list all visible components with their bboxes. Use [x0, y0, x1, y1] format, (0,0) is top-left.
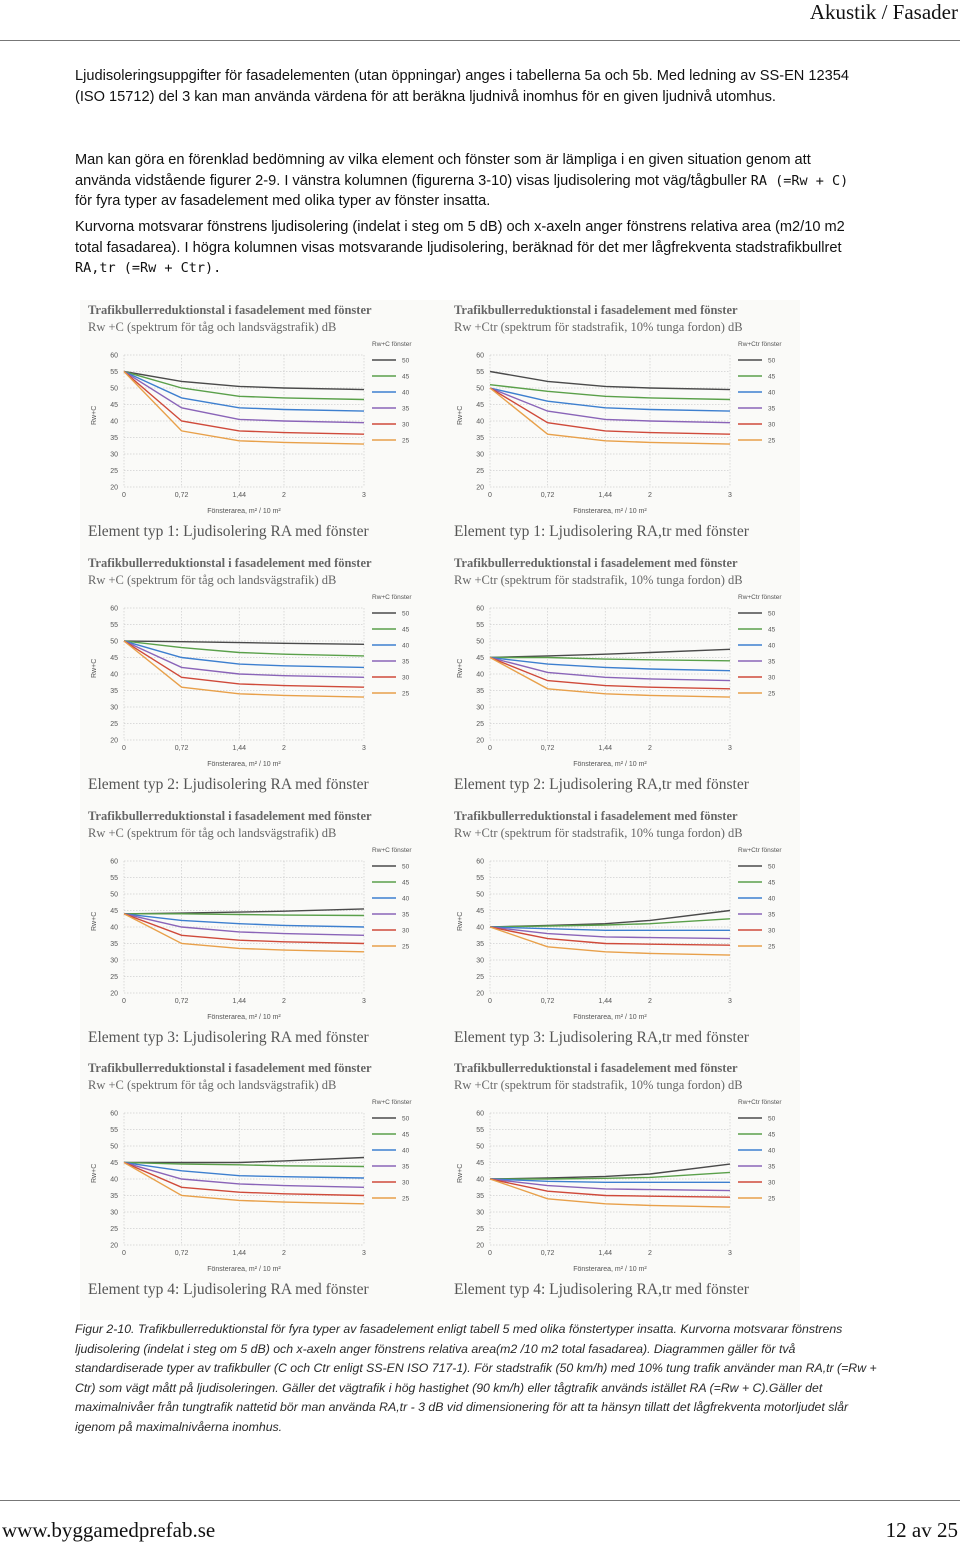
y-tick-label: 40	[476, 1176, 484, 1184]
p2-text-b: för fyra typer av fasadelement med olika typer av fönster insatta.	[75, 193, 491, 209]
chart-title-line2: Rw +Ctr (spektrum för stadstrafik, 10% tunga fordon) dB	[454, 320, 743, 334]
x-axis-label: Fönsterarea, m² / 10 m²	[573, 1266, 647, 1273]
legend-label: 35	[768, 658, 776, 666]
legend-label: 30	[768, 1179, 776, 1187]
p2-text-a: Man kan göra en förenklad bedömning av vilka element och fönster som är lämpliga i en given situation genom att använda vidstående figurer 2-9. I vänstra kolumnen (figurerna 3-10) visas ljudisolering mot väg/tågbuller	[75, 152, 811, 189]
x-tick-label: 0	[122, 492, 126, 499]
chart-title-line1: Trafikbullerreduktionstal i fasadelement med fönster	[88, 556, 372, 570]
y-tick-label: 55	[110, 1127, 118, 1134]
y-tick-label: 20	[476, 737, 484, 745]
y-tick-label: 60	[110, 858, 118, 866]
x-tick-label: 2	[282, 492, 286, 499]
y-tick-label: 40	[110, 924, 118, 932]
element-title: Element typ 1: Ljudisolering RA med fönster	[88, 523, 369, 540]
legend-label: 35	[768, 1163, 776, 1171]
y-tick-label: 20	[476, 484, 484, 492]
legend-label: 30	[402, 1179, 410, 1187]
x-tick-label: 3	[728, 745, 732, 752]
legend-label: 50	[402, 610, 410, 618]
series-line-25	[124, 914, 364, 952]
legend-title: Rw+Ctr fönster	[738, 341, 782, 348]
chart-title-line1: Trafikbullerreduktionstal i fasadelement med fönster	[88, 809, 372, 823]
footer-page-number: 12 av 25	[885, 1518, 958, 1542]
x-tick-label: 0	[122, 1250, 126, 1257]
x-tick-label: 2	[648, 1250, 652, 1257]
legend-label: 40	[402, 1147, 410, 1155]
y-tick-label: 40	[110, 418, 118, 426]
x-tick-label: 0,72	[540, 492, 555, 499]
y-tick-label: 50	[476, 1143, 484, 1151]
y-tick-label: 50	[110, 385, 118, 393]
y-tick-label: 55	[476, 622, 484, 629]
chart-typ2-rw-ctr	[446, 553, 796, 793]
p3-formula: RA,tr (=Rw + Ctr).	[75, 260, 222, 276]
y-tick-label: 55	[476, 369, 484, 376]
y-tick-label: 60	[476, 605, 484, 613]
y-axis-label: Rw+C	[91, 1163, 98, 1183]
x-tick-label: 3	[362, 492, 366, 499]
x-tick-label: 0,72	[540, 998, 555, 1005]
y-tick-label: 55	[110, 369, 118, 376]
y-tick-label: 35	[476, 1193, 484, 1200]
y-axis-label: Rw+C	[457, 911, 464, 931]
x-tick-label: 2	[282, 745, 286, 752]
x-tick-label: 3	[362, 998, 366, 1005]
chart-typ4-rw-c	[80, 1058, 430, 1298]
y-axis-label: Rw+C	[457, 658, 464, 678]
y-tick-label: 40	[110, 671, 118, 679]
series-line-50	[124, 372, 364, 390]
chart-title-line1: Trafikbullerreduktionstal i fasadelement med fönster	[454, 556, 738, 570]
y-tick-label: 35	[476, 435, 484, 442]
series-line-50	[490, 372, 730, 390]
x-tick-label: 0	[488, 998, 492, 1005]
element-title: Element typ 4: Ljudisolering RA med fönster	[88, 1281, 369, 1298]
legend-title: Rw+C fönster	[372, 1099, 412, 1106]
element-title: Element typ 3: Ljudisolering RA,tr med fönster	[454, 1029, 749, 1046]
y-axis-label: Rw+C	[457, 1163, 464, 1183]
y-tick-label: 50	[476, 891, 484, 899]
legend-label: 40	[402, 642, 410, 650]
legend-label: 40	[768, 642, 776, 650]
series-line-50	[490, 649, 730, 657]
y-tick-label: 45	[476, 402, 484, 409]
y-tick-label: 55	[476, 1127, 484, 1134]
chart-title-line2: Rw +Ctr (spektrum för stadstrafik, 10% tunga fordon) dB	[454, 573, 743, 587]
chart-title-line1: Trafikbullerreduktionstal i fasadelement med fönster	[454, 303, 738, 317]
series-line-30	[490, 388, 730, 434]
y-tick-label: 45	[110, 1160, 118, 1167]
x-axis-label: Fönsterarea, m² / 10 m²	[207, 508, 281, 515]
legend-label: 30	[768, 927, 776, 935]
y-tick-label: 60	[476, 858, 484, 866]
y-tick-label: 25	[476, 721, 484, 728]
x-tick-label: 0	[488, 745, 492, 752]
x-tick-label: 3	[362, 1250, 366, 1257]
legend-label: 40	[402, 895, 410, 903]
series-line-25	[124, 641, 364, 697]
legend-label: 50	[768, 357, 776, 365]
y-tick-label: 45	[476, 1160, 484, 1167]
header-divider	[0, 40, 960, 41]
legend-label: 25	[402, 943, 410, 951]
x-tick-label: 3	[728, 998, 732, 1005]
y-tick-label: 60	[110, 605, 118, 613]
x-tick-label: 0	[488, 492, 492, 499]
legend-label: 30	[402, 927, 410, 935]
element-title: Element typ 2: Ljudisolering RA,tr med fönster	[454, 776, 749, 793]
legend-label: 30	[402, 421, 410, 429]
x-tick-label: 0,72	[174, 998, 189, 1005]
legend-label: 45	[768, 373, 776, 381]
legend-label: 50	[768, 1115, 776, 1123]
y-tick-label: 40	[476, 671, 484, 679]
x-tick-label: 2	[282, 1250, 286, 1257]
intro-paragraph-2	[75, 150, 850, 212]
legend-label: 45	[768, 879, 776, 887]
y-tick-label: 35	[110, 688, 118, 695]
intro-paragraph-1: Ljudisoleringsuppgifter för fasadelementen (utan öppningar) anges i tabellerna 5a och 5b. Med ledning av SS-EN 12354 (ISO 15712) del 3 kan man använda värdena för att beräkna ljudnivå inomhus för en given ljudnivå utomhus.	[75, 68, 849, 105]
y-tick-label: 20	[110, 1242, 118, 1250]
legend-label: 50	[402, 1115, 410, 1123]
y-tick-label: 20	[476, 1242, 484, 1250]
y-tick-label: 35	[476, 941, 484, 948]
x-tick-label: 1,44	[598, 998, 613, 1005]
y-tick-label: 45	[110, 655, 118, 662]
x-tick-label: 1,44	[232, 998, 247, 1005]
y-tick-label: 25	[110, 468, 118, 475]
x-axis-label: Fönsterarea, m² / 10 m²	[207, 1266, 281, 1273]
legend-title: Rw+Ctr fönster	[738, 847, 782, 854]
chart-title-line1: Trafikbullerreduktionstal i fasadelement med fönster	[454, 809, 738, 823]
y-tick-label: 45	[110, 908, 118, 915]
y-tick-label: 55	[110, 875, 118, 882]
y-tick-label: 35	[110, 435, 118, 442]
p2-formula: RA (=Rw + C)	[750, 172, 849, 189]
footer-website: www.byggamedprefab.se	[2, 1518, 216, 1542]
y-tick-label: 50	[110, 891, 118, 899]
x-axis-label: Fönsterarea, m² / 10 m²	[207, 761, 281, 768]
series-line-45	[124, 1163, 364, 1167]
x-tick-label: 0	[122, 998, 126, 1005]
y-tick-label: 30	[110, 1209, 118, 1217]
legend-label: 40	[402, 389, 410, 397]
element-title: Element typ 1: Ljudisolering RA,tr med fönster	[454, 523, 749, 540]
series-line-40	[490, 927, 730, 930]
legend-label: 25	[768, 1195, 776, 1203]
y-tick-label: 30	[476, 704, 484, 712]
legend-label: 30	[402, 674, 410, 682]
y-tick-label: 25	[476, 468, 484, 475]
chart-title-line2: Rw +C (spektrum för tåg och landsvägstrafik) dB	[88, 826, 337, 840]
legend-label: 45	[402, 626, 410, 634]
legend-label: 50	[768, 610, 776, 618]
y-axis-label: Rw+C	[457, 405, 464, 425]
footer-divider	[0, 1500, 960, 1501]
x-tick-label: 2	[282, 998, 286, 1005]
legend-label: 25	[402, 690, 410, 698]
x-tick-label: 0,72	[174, 1250, 189, 1257]
chart-title-line1: Trafikbullerreduktionstal i fasadelement med fönster	[454, 1061, 738, 1075]
series-line-50	[124, 641, 364, 644]
legend-label: 40	[768, 895, 776, 903]
x-axis-label: Fönsterarea, m² / 10 m²	[573, 1014, 647, 1021]
x-tick-label: 1,44	[598, 1250, 613, 1257]
x-tick-label: 0,72	[174, 745, 189, 752]
legend-label: 50	[768, 863, 776, 871]
legend-label: 30	[768, 674, 776, 682]
x-tick-label: 2	[648, 998, 652, 1005]
series-line-40	[490, 388, 730, 411]
x-tick-label: 1,44	[598, 745, 613, 752]
y-tick-label: 25	[476, 1226, 484, 1233]
legend-label: 45	[768, 1131, 776, 1139]
legend-label: 25	[402, 1195, 410, 1203]
series-line-50	[490, 1164, 730, 1179]
element-title: Element typ 4: Ljudisolering RA,tr med fönster	[454, 1281, 749, 1298]
chart-title-line1: Trafikbullerreduktionstal i fasadelement med fönster	[88, 1061, 372, 1075]
legend-title: Rw+C fönster	[372, 341, 412, 348]
chart-typ1-rw-c	[80, 300, 430, 540]
chart-typ4-rw-ctr	[446, 1058, 796, 1298]
y-tick-label: 30	[476, 957, 484, 965]
y-tick-label: 30	[476, 451, 484, 459]
x-tick-label: 0,72	[540, 745, 555, 752]
x-tick-label: 3	[728, 1250, 732, 1257]
header-title: Akustik / Fasader	[809, 0, 958, 24]
y-tick-label: 60	[110, 1110, 118, 1118]
legend-label: 50	[402, 863, 410, 871]
legend-label: 25	[768, 690, 776, 698]
x-axis-label: Fönsterarea, m² / 10 m²	[573, 508, 647, 515]
y-tick-label: 20	[110, 737, 118, 745]
intro-paragraph-3	[75, 217, 850, 279]
legend-label: 50	[402, 357, 410, 365]
legend-label: 40	[768, 1147, 776, 1155]
element-title: Element typ 2: Ljudisolering RA med fönster	[88, 776, 369, 793]
y-tick-label: 25	[476, 974, 484, 981]
legend-label: 35	[402, 911, 410, 919]
y-tick-label: 50	[476, 638, 484, 646]
y-tick-label: 35	[110, 1193, 118, 1200]
y-tick-label: 40	[110, 1176, 118, 1184]
y-tick-label: 45	[476, 655, 484, 662]
series-line-45	[124, 914, 364, 916]
chart-title-line2: Rw +C (spektrum för tåg och landsvägstrafik) dB	[88, 1078, 337, 1092]
series-line-35	[124, 641, 364, 677]
y-tick-label: 60	[476, 1110, 484, 1118]
x-tick-label: 1,44	[232, 745, 247, 752]
x-tick-label: 1,44	[232, 492, 247, 499]
legend-label: 35	[402, 658, 410, 666]
y-tick-label: 25	[110, 974, 118, 981]
y-tick-label: 25	[110, 1226, 118, 1233]
y-axis-label: Rw+C	[91, 658, 98, 678]
legend-label: 35	[402, 1163, 410, 1171]
y-tick-label: 25	[110, 721, 118, 728]
legend-label: 45	[402, 879, 410, 887]
y-tick-label: 60	[110, 352, 118, 360]
x-axis-label: Fönsterarea, m² / 10 m²	[573, 761, 647, 768]
chart-typ3-rw-c	[80, 806, 430, 1046]
legend-label: 25	[768, 437, 776, 445]
y-tick-label: 35	[110, 941, 118, 948]
series-line-25	[124, 1163, 364, 1204]
element-title: Element typ 3: Ljudisolering RA med fönster	[88, 1029, 369, 1046]
legend-label: 35	[768, 405, 776, 413]
x-tick-label: 0,72	[540, 1250, 555, 1257]
legend-label: 30	[768, 421, 776, 429]
legend-label: 35	[768, 911, 776, 919]
chart-typ2-rw-c	[80, 553, 430, 793]
x-tick-label: 1,44	[232, 1250, 247, 1257]
legend-title: Rw+Ctr fönster	[738, 1099, 782, 1106]
y-tick-label: 30	[110, 451, 118, 459]
legend-label: 45	[402, 1131, 410, 1139]
y-tick-label: 30	[476, 1209, 484, 1217]
y-tick-label: 55	[110, 622, 118, 629]
y-tick-label: 45	[110, 402, 118, 409]
y-tick-label: 40	[476, 418, 484, 426]
y-tick-label: 50	[110, 638, 118, 646]
y-tick-label: 45	[476, 908, 484, 915]
series-line-45	[124, 372, 364, 400]
chart-title-line2: Rw +C (spektrum för tåg och landsvägstrafik) dB	[88, 573, 337, 587]
legend-label: 35	[402, 405, 410, 413]
legend-label: 25	[402, 437, 410, 445]
y-tick-label: 30	[110, 957, 118, 965]
y-axis-label: Rw+C	[91, 911, 98, 931]
x-tick-label: 3	[362, 745, 366, 752]
legend-title: Rw+Ctr fönster	[738, 594, 782, 601]
y-tick-label: 60	[476, 352, 484, 360]
series-line-50	[124, 1158, 364, 1163]
y-tick-label: 20	[110, 484, 118, 492]
figure-grid	[80, 300, 800, 1320]
x-tick-label: 2	[648, 745, 652, 752]
x-tick-label: 3	[728, 492, 732, 499]
series-line-45	[490, 658, 730, 661]
y-tick-label: 55	[476, 875, 484, 882]
x-tick-label: 0	[488, 1250, 492, 1257]
y-tick-label: 20	[476, 990, 484, 998]
legend-label: 45	[402, 373, 410, 381]
chart-title-line2: Rw +Ctr (spektrum för stadstrafik, 10% tunga fordon) dB	[454, 826, 743, 840]
chart-typ3-rw-ctr	[446, 806, 796, 1046]
y-tick-label: 20	[110, 990, 118, 998]
chart-title-line2: Rw +C (spektrum för tåg och landsvägstrafik) dB	[88, 320, 337, 334]
chart-title-line2: Rw +Ctr (spektrum för stadstrafik, 10% tunga fordon) dB	[454, 1078, 743, 1092]
legend-label: 25	[768, 943, 776, 951]
legend-label: 40	[768, 389, 776, 397]
x-axis-label: Fönsterarea, m² / 10 m²	[207, 1014, 281, 1021]
x-tick-label: 0,72	[174, 492, 189, 499]
figure-caption: Figur 2-10. Trafikbullerreduktionstal för fyra typer av fasadelement enligt tabell 5 med olika fönstertyper insatta. Kurvorna motsvarar fönstrens ljudisolering (indelat i steg om 5 dB) och x-axeln anger fönstrens relativa area(m2 /10 m2 total fasadarea). Diagrammen gäller för två standardiserade typer av trafikbuller (C och Ctr enligt SS-EN ISO 717-1). För stadstrafik (50 km/h) med 10% tung trafik använder man RA,tr (=Rw + Ctr) som vägt mått på ljudisoleringen. Gäller det vägtrafik i hög hastighet (90 km/h) eller tågtrafik används istället RA (=Rw + C).Gäller det maximalnivåer från tungtrafik nattetid bör man använda RA,tr - 3 dB vid dimensionering för att ta hänsyn tillatt det lågfrekventa motorljudet slår igenom på maximalnivåerna inomhus.	[75, 1322, 877, 1434]
legend-title: Rw+C fönster	[372, 847, 412, 854]
legend-title: Rw+C fönster	[372, 594, 412, 601]
x-tick-label: 2	[648, 492, 652, 499]
legend-label: 45	[768, 626, 776, 634]
series-line-50	[124, 909, 364, 914]
chart-typ1-rw-ctr	[446, 300, 796, 540]
y-tick-label: 40	[476, 924, 484, 932]
series-line-30	[124, 372, 364, 435]
x-tick-label: 0	[122, 745, 126, 752]
y-tick-label: 50	[476, 385, 484, 393]
x-tick-label: 1,44	[598, 492, 613, 499]
y-tick-label: 30	[110, 704, 118, 712]
p3-text-a: Kurvorna motsvarar fönstrens ljudisolering (indelat i steg om 5 dB) och x-axeln anger fönstrens relativa area (m2/10 m2 total fasadarea). I högra kolumnen visas motsvarande ljudisolering, beräknad för det mer lågfrekventa stadstrafikbullret	[75, 219, 845, 256]
chart-title-line1: Trafikbullerreduktionstal i fasadelement med fönster	[88, 303, 372, 317]
y-axis-label: Rw+C	[91, 405, 98, 425]
y-tick-label: 50	[110, 1143, 118, 1151]
y-tick-label: 35	[476, 688, 484, 695]
